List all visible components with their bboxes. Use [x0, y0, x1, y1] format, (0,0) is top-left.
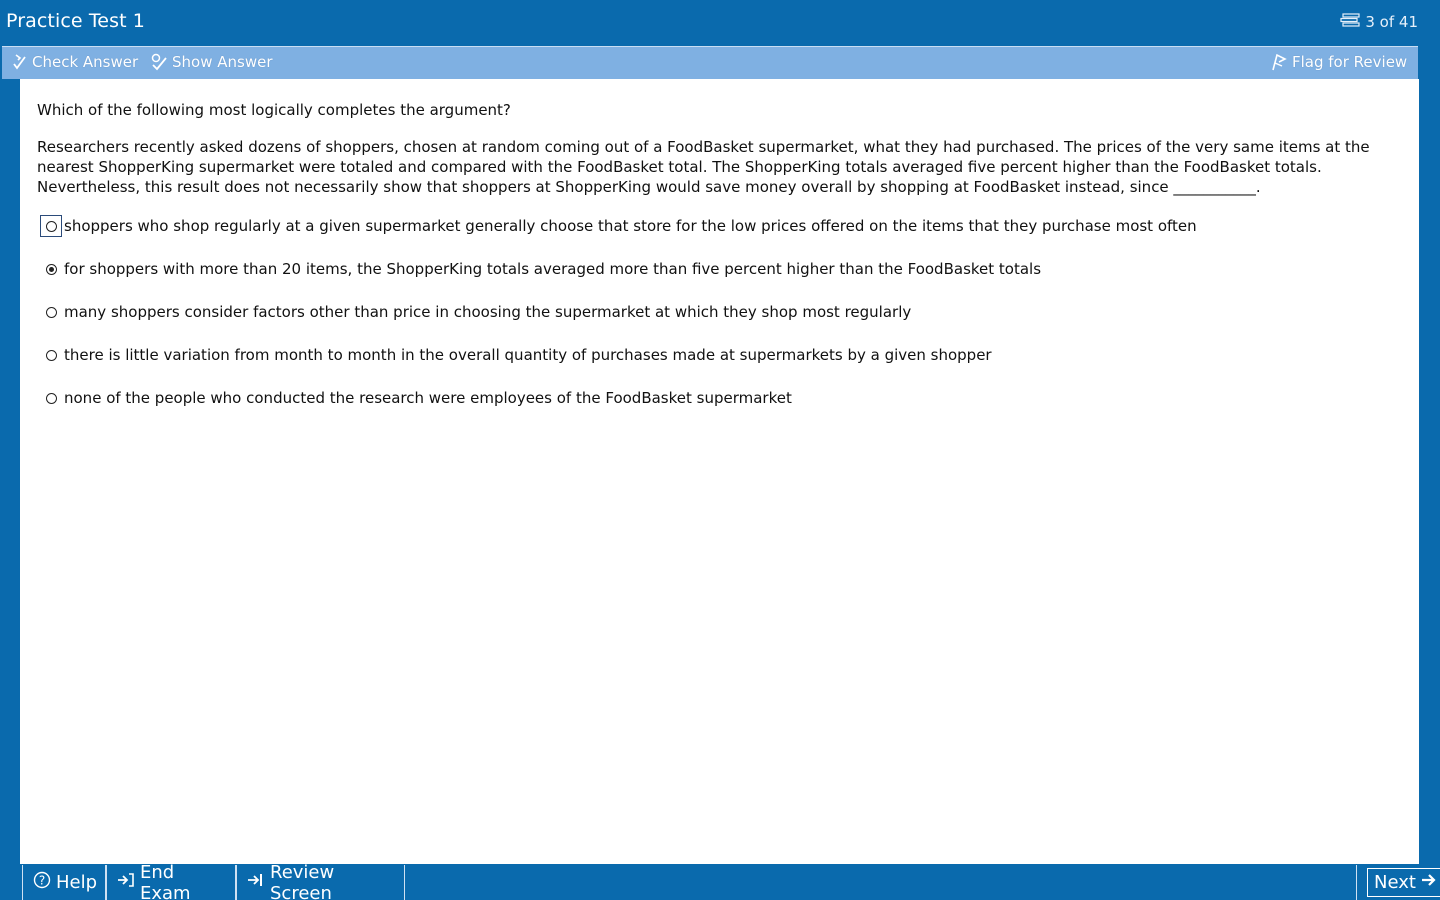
radio-button[interactable] — [40, 301, 62, 323]
radio-button[interactable] — [40, 387, 62, 409]
help-icon — [33, 871, 51, 894]
show-answer-icon — [150, 53, 168, 71]
flag-icon — [1270, 53, 1288, 71]
flag-label: Flag for Review — [1292, 53, 1408, 71]
end-exam-label: End Exam — [140, 861, 191, 900]
next-button-frame[interactable] — [1367, 868, 1440, 897]
review-screen-button[interactable] — [236, 861, 405, 900]
check-answer-label: Check Answer — [32, 53, 139, 71]
end-exam-button[interactable] — [106, 861, 236, 900]
radio-button-selected[interactable] — [40, 258, 62, 280]
next-label: Next — [1374, 872, 1416, 893]
answer-option-text: none of the people who conducted the research were employees of the FoodBasket supermarket — [64, 389, 792, 407]
question-panel — [20, 79, 1419, 864]
review-label: Review Screen — [270, 861, 335, 900]
question-passage: Researchers recently asked dozens of shoppers, chosen at random coming out of a FoodBasket supermarket, what they had purchased. The prices of the very same items at the nearest ShopperKing supermarket were totaled and compared with the FoodBasket total. The ShopperKing totals averaged five percent higher than the FoodBasket totals. Nevertheless, this result does not necessarily show that shoppers at ShopperKing would save money overall by shopping at FoodBasket instead, since ___________. — [37, 138, 1370, 196]
footer-bar — [0, 861, 1440, 900]
answer-option-text: many shoppers consider factors other than price in choosing the supermarket at which they shop most regularly — [64, 303, 912, 321]
show-answer-button[interactable] — [150, 53, 273, 71]
svg-text:?: ? — [38, 873, 46, 888]
radio-button[interactable] — [40, 344, 62, 366]
next-button[interactable] — [1356, 865, 1440, 900]
next-arrow-icon — [1421, 872, 1437, 893]
check-answer-button[interactable] — [12, 53, 138, 71]
help-label: Help — [56, 872, 98, 893]
flag-for-review-button[interactable] — [1270, 53, 1407, 71]
answer-option-text: shoppers who shop regularly at a given supermarket generally choose that store for the low prices offered on the items that they purchase most often — [64, 217, 1197, 235]
question-counter — [1340, 13, 1418, 31]
answer-option-5[interactable] — [40, 386, 792, 410]
answer-option-text: for shoppers with more than 20 items, the ShopperKing totals averaged more than five percent higher than the FoodBasket totals — [64, 260, 1042, 278]
help-button[interactable] — [22, 865, 106, 900]
list-icon — [1340, 13, 1360, 31]
answer-option-1[interactable] — [40, 214, 1197, 238]
radio-button[interactable] — [40, 215, 62, 237]
progress-text: 3 of 41 — [1365, 13, 1418, 31]
end-exam-icon — [117, 872, 135, 893]
answer-option-2[interactable] — [40, 257, 1041, 281]
check-answer-icon — [12, 53, 28, 71]
show-answer-label: Show Answer — [172, 53, 273, 71]
title-bar — [0, 0, 1440, 45]
answer-option-text: there is little variation from month to month in the overall quantity of purchases made at supermarkets by a given shopper — [64, 346, 992, 364]
question-prompt: Which of the following most logically completes the argument? — [37, 101, 511, 119]
review-icon — [247, 872, 265, 893]
page-title: Practice Test 1 — [6, 10, 145, 32]
answer-option-3[interactable] — [40, 300, 911, 324]
answer-option-4[interactable] — [40, 343, 992, 367]
toolbar — [2, 46, 1418, 79]
